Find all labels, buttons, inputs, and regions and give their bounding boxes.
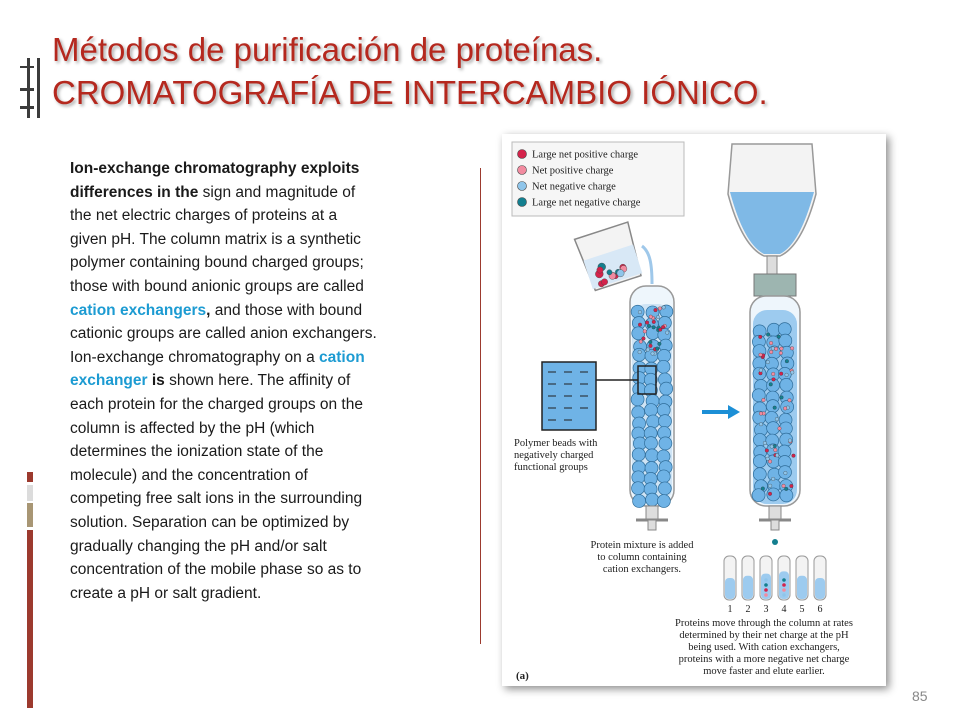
- resin-bead: [753, 455, 766, 468]
- tube-liquid: [815, 578, 825, 599]
- body-line: [70, 487, 462, 511]
- body-paragraph: [70, 157, 462, 605]
- body-line: [70, 181, 462, 205]
- body-line: [70, 204, 462, 228]
- slide-title: [52, 28, 872, 114]
- protein-dot: [617, 270, 624, 277]
- protein-dot: [645, 321, 649, 325]
- protein-dot: [788, 398, 792, 402]
- protein-dot: [779, 351, 783, 355]
- resin-bead: [631, 305, 644, 318]
- legend-swatch: [518, 182, 527, 191]
- protein-dot: [758, 335, 762, 339]
- resin-bead: [658, 415, 671, 428]
- protein-dot: [780, 396, 784, 400]
- protein-dot: [638, 350, 642, 354]
- protein-dot: [774, 347, 778, 351]
- protein-dot: [775, 417, 779, 421]
- left-column: [630, 286, 674, 530]
- protein-dot: [769, 383, 773, 387]
- resin-bead: [780, 378, 793, 391]
- body-text-segment: molecule) and the concentration of: [70, 466, 308, 484]
- left-accent-tan: [27, 503, 33, 527]
- bottom-caption-line: move faster and elute earlier.: [703, 666, 825, 677]
- body-line: [70, 464, 462, 488]
- protein-dot: [647, 324, 651, 328]
- protein-dot: [759, 353, 763, 357]
- body-line: [70, 582, 462, 606]
- body-line: [70, 393, 462, 417]
- panel-label: (a): [516, 670, 529, 682]
- body-text-segment: solution. Separation can be optimized by: [70, 513, 350, 531]
- tube-number: 4: [781, 604, 787, 615]
- body-text-segment: Ion-exchange chromatography on a: [70, 348, 320, 366]
- legend-label: Large net positive charge: [532, 149, 639, 161]
- protein-dot: [646, 348, 650, 352]
- protein-dot: [638, 323, 642, 327]
- protein-dot: [782, 583, 786, 587]
- protein-dot: [652, 326, 656, 330]
- column-divider: [480, 168, 481, 644]
- tube-liquid: [743, 576, 753, 599]
- protein-dot: [782, 484, 786, 488]
- protein-dot: [782, 593, 786, 597]
- protein-dot: [785, 359, 789, 363]
- protein-dot: [790, 371, 794, 375]
- protein-dot: [759, 412, 763, 416]
- mixture-caption-line: cation exchangers.: [602, 564, 682, 575]
- protein-dot: [772, 378, 776, 382]
- highlight-term: exchanger: [70, 372, 148, 390]
- protein-dot: [775, 454, 779, 458]
- protein-dot: [768, 484, 772, 488]
- resin-bead: [766, 400, 779, 413]
- body-text-segment: given pH. The column matrix is a synthetic: [70, 230, 361, 248]
- highlight-term: cation: [319, 348, 365, 366]
- mixture-caption-line: to column containing: [597, 552, 687, 563]
- protein-dot: [784, 487, 788, 491]
- protein-dot: [597, 267, 603, 273]
- bottom-caption-line: proteins with a more negative net charge: [678, 654, 850, 665]
- body-text-segment: and those with bound: [210, 301, 363, 319]
- protein-dot: [764, 588, 768, 592]
- resin-bead: [632, 448, 645, 461]
- protein-dot: [777, 335, 781, 339]
- protein-dot: [658, 307, 662, 311]
- legend-label: Net positive charge: [532, 165, 614, 177]
- resin-bead: [645, 404, 658, 417]
- body-text-segment: gradually changing the pH and/or salt: [70, 537, 327, 555]
- separatory-funnel: [728, 144, 816, 274]
- protein-dot: [649, 344, 653, 348]
- resin-bead: [647, 415, 660, 428]
- protein-dot: [771, 347, 775, 351]
- protein-dot: [661, 325, 665, 329]
- body-text-segment: polymer containing bound charged groups;: [70, 254, 364, 272]
- tube-liquid: [725, 578, 735, 599]
- body-line: [70, 417, 462, 441]
- right-column: [750, 274, 800, 545]
- protein-dot: [764, 583, 768, 587]
- protein-dot: [779, 372, 783, 376]
- protein-dot: [656, 315, 660, 319]
- protein-dot: [643, 330, 647, 334]
- legend-swatch: [518, 150, 527, 159]
- resin-bead: [659, 437, 672, 450]
- protein-dot: [601, 279, 607, 285]
- body-text-segment: those with bound anionic groups are called: [70, 277, 364, 295]
- protein-dot: [782, 588, 786, 592]
- left-accent-red-1: [27, 472, 33, 482]
- protein-dot: [768, 492, 772, 496]
- resin-bead: [778, 323, 791, 336]
- protein-dot: [655, 347, 659, 351]
- body-line: [70, 440, 462, 464]
- protein-dot: [649, 315, 653, 319]
- protein-dot: [766, 333, 770, 337]
- body-text-segment: the net electric charges of proteins at a: [70, 207, 338, 225]
- legend-swatch: [518, 198, 527, 207]
- protein-dot: [765, 449, 769, 453]
- resin-bead: [657, 470, 670, 483]
- body-line: [70, 511, 462, 535]
- resin-bead: [660, 382, 673, 395]
- resin-bead: [753, 468, 766, 481]
- legend-label: Net negative charge: [532, 181, 616, 193]
- protein-dot: [780, 347, 784, 351]
- title-line-1: Métodos de purificación de proteínas.: [52, 31, 603, 68]
- protein-dot: [769, 350, 773, 354]
- resin-bead: [632, 482, 645, 495]
- tube-number: 1: [727, 604, 733, 615]
- body-text-segment: competing free salt ions in the surrounding: [70, 490, 363, 508]
- bead-caption-line: negatively charged: [514, 450, 594, 461]
- body-text-segment: create a pH or salt gradient.: [70, 584, 262, 602]
- protein-dot: [768, 460, 772, 464]
- protein-dot: [770, 445, 774, 449]
- body-line: [70, 275, 462, 299]
- protein-dot: [764, 593, 768, 597]
- body-text-segment: shown here. The affinity of: [164, 372, 351, 390]
- body-text-segment: Ion-exchange chromatography exploits: [70, 160, 360, 177]
- title-deco-bar-5: [37, 58, 40, 118]
- protein-dot: [785, 373, 789, 377]
- body-line: [70, 558, 462, 582]
- bottom-caption-line: being used. With cation exchangers,: [688, 642, 840, 653]
- protein-dot: [788, 439, 792, 443]
- title-line-2: CROMATOGRAFÍA DE INTERCAMBIO IÓNICO.: [52, 74, 768, 111]
- tube-liquid: [797, 576, 807, 599]
- page-number: 85: [912, 688, 928, 704]
- mixture-caption-line: Protein mixture is added: [590, 540, 694, 551]
- bottom-caption-line: Proteins move through the column at rates: [675, 618, 853, 629]
- resin-bead: [657, 360, 670, 373]
- protein-dot: [778, 427, 782, 431]
- resin-bead: [631, 393, 644, 406]
- resin-bead: [657, 495, 670, 508]
- legend-label: Large net negative charge: [532, 197, 641, 209]
- body-line: [70, 369, 462, 393]
- protein-dot: [784, 471, 788, 475]
- body-text-segment: differences in the: [70, 183, 199, 201]
- highlight-term: cation exchangers: [70, 301, 207, 319]
- tube-number: 5: [799, 604, 805, 615]
- protein-dot: [774, 448, 778, 452]
- protein-dot: [771, 477, 775, 481]
- flow-arrow: [702, 405, 740, 419]
- body-line: [70, 322, 462, 346]
- body-text-segment: concentration of the mobile phase so as to: [70, 561, 362, 579]
- body-text-segment: each protein for the charged groups on the: [70, 395, 363, 413]
- left-accent-grey: [27, 485, 33, 501]
- body-line: [70, 228, 462, 252]
- resin-bead: [658, 482, 671, 495]
- protein-dot: [662, 306, 666, 310]
- protein-dot: [642, 337, 646, 341]
- protein-dot: [790, 484, 794, 488]
- beaker: [575, 222, 645, 292]
- body-line: [70, 299, 462, 323]
- protein-dot: [649, 340, 653, 344]
- tube-number: 6: [817, 604, 823, 615]
- body-text-segment: determines the ionization state of the: [70, 443, 324, 461]
- tube-number: 3: [763, 604, 769, 615]
- protein-dot: [654, 308, 658, 312]
- protein-dot: [763, 441, 767, 445]
- protein-dot: [764, 578, 768, 582]
- protein-dot: [792, 454, 796, 458]
- body-text-segment: ,: [206, 301, 211, 319]
- resin-bead: [633, 495, 646, 508]
- protein-dot: [658, 328, 662, 332]
- body-line: [70, 251, 462, 275]
- protein-dot: [665, 331, 669, 335]
- protein-dot: [782, 578, 786, 582]
- body-line: [70, 535, 462, 559]
- protein-dot: [769, 341, 773, 345]
- protein-dot: [607, 270, 612, 275]
- body-text-segment: cationic groups are called anion exchangers.: [70, 325, 377, 343]
- protein-dot: [783, 407, 787, 411]
- body-line: [70, 157, 462, 181]
- chromatography-figure: [502, 134, 886, 686]
- resin-bead: [646, 493, 659, 506]
- bead-caption-line: functional groups: [514, 462, 588, 473]
- protein-dot: [759, 368, 763, 372]
- title-deco-bar-4: [27, 58, 30, 118]
- tube-number: 2: [745, 604, 751, 615]
- protein-dot: [639, 340, 643, 344]
- protein-dot: [651, 352, 655, 356]
- protein-dot: [761, 487, 765, 491]
- protein-dot: [771, 372, 775, 376]
- body-text-segment: is: [147, 372, 165, 390]
- bead-caption-line: Polymer beads with: [514, 438, 598, 449]
- body-text-segment: sign and magnitude of: [198, 183, 356, 201]
- legend-swatch: [518, 166, 527, 175]
- figure-svg: [502, 134, 886, 686]
- protein-dot: [638, 310, 642, 314]
- resin-bead: [645, 449, 658, 462]
- protein-dot: [766, 360, 770, 364]
- pour-stream: [642, 246, 652, 284]
- body-text-segment: column is affected by the pH (which: [70, 419, 315, 437]
- protein-dot: [658, 342, 662, 346]
- resin-bead: [779, 334, 792, 347]
- protein-dot: [790, 346, 794, 350]
- protein-dot: [773, 406, 777, 410]
- left-accent-red-2: [27, 530, 33, 708]
- protein-dot: [652, 320, 656, 324]
- protein-dot: [762, 398, 766, 402]
- body-line: [70, 346, 462, 370]
- resin-bead: [752, 489, 765, 502]
- resin-bead: [644, 437, 657, 450]
- protein-dot: [759, 422, 763, 426]
- bottom-caption-line: determined by their net charge at the pH: [679, 630, 849, 641]
